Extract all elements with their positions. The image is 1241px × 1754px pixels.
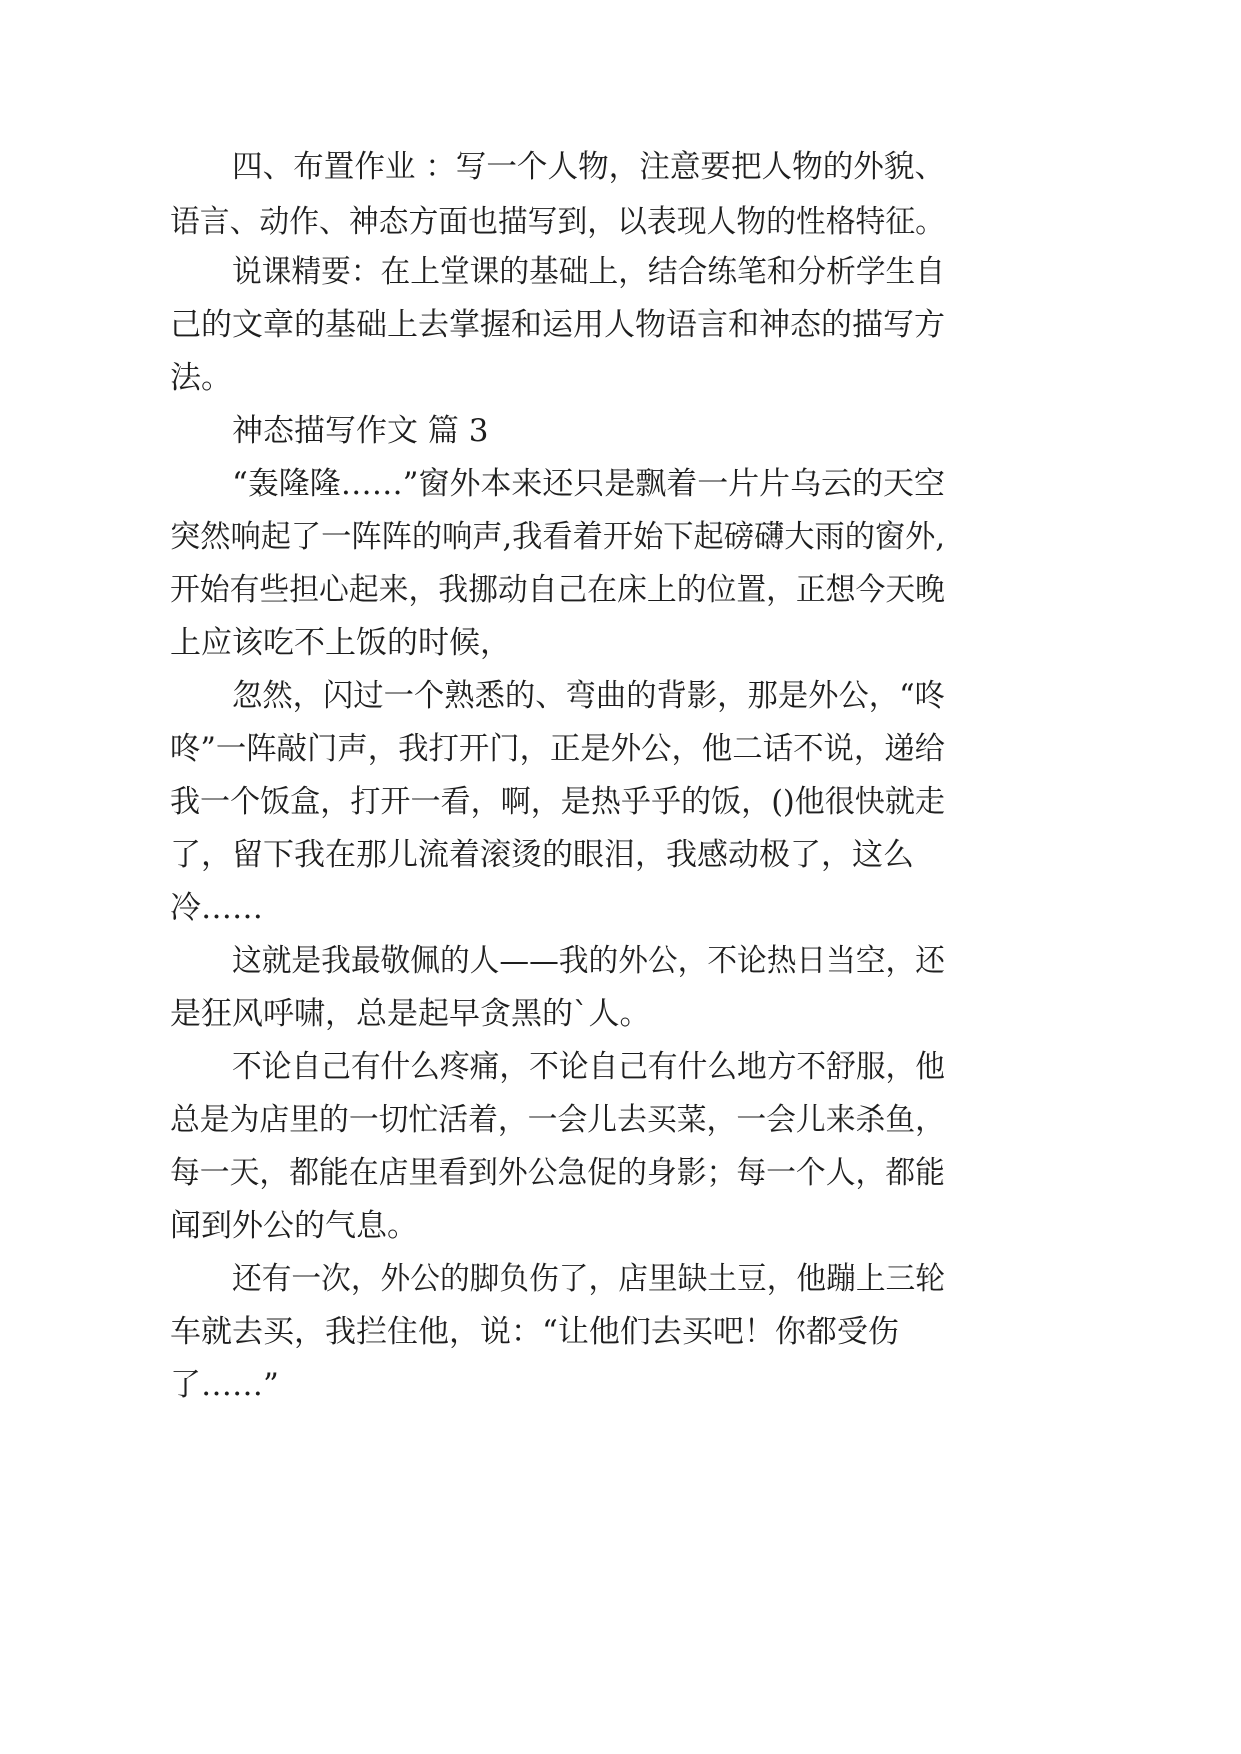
text-line [0,456,1241,512]
line-text: 不论自己有什么疼痛，不论自己有什么地方不舒服，他 [232,1049,945,1085]
line-text: 神态描写作文 篇 3 [232,413,489,449]
line-text: 突然响起了一阵阵的响声,我看着开始下起磅礴大雨的窗外, [170,519,946,555]
line-text: 法。 [170,360,232,396]
text-line [0,194,1241,250]
line-text: 语言、动作、神态方面也描写到，以表现人物的性格特征。 [170,204,945,240]
text-line [0,244,1241,300]
text-line [0,933,1241,989]
line-text: 忽然，闪过一个熟悉的、弯曲的背影，那是外公，“咚 [232,678,945,714]
text-line [0,139,1241,195]
line-text: 上应该吃不上饭的时候， [170,625,511,661]
text-line [0,880,1241,936]
line-text: 闻到外公的气息。 [170,1208,418,1244]
text-line [0,615,1241,671]
text-line [0,721,1241,777]
line-text: 说课精要：在上堂课的基础上，结合练笔和分析学生自 [232,254,945,290]
line-text: 车就去买，我拦住他，说：“让他们去买吧！你都受伤 [170,1314,899,1350]
line-text: 冷…… [170,890,263,926]
line-text: 这就是我最敬佩的人——我的外公，不论热日当空，还 [232,943,945,979]
line-text: 我一个饭盒，打开一看，啊，是热乎乎的饭，()他很快就走 [170,784,945,820]
line-text: 了……” [170,1367,279,1403]
line-text: “轰隆隆……”窗外本来还只是飘着一片片乌云的天空 [232,466,945,502]
line-text: 咚”一阵敲门声，我打开门，正是外公，他二话不说，递给 [170,731,945,767]
line-text: 总是为店里的一切忙活着，一会儿去买菜，一会儿来杀鱼， [170,1102,945,1138]
line-text: 每一天，都能在店里看到外公急促的身影；每一个人，都能 [170,1155,945,1191]
text-line [0,1251,1241,1307]
text-line [0,1039,1241,1095]
text-line [0,827,1241,883]
text-line [0,1304,1241,1360]
text-line [0,403,1241,459]
text-line [0,350,1241,406]
text-line [0,1198,1241,1254]
text-line [0,509,1241,565]
line-text: 四、布置作业 ：写一个人物，注意要把人物的外貌、 [232,149,946,185]
line-text: 开始有些担心起来，我挪动自己在床上的位置，正想今天晚 [170,572,945,608]
text-line [0,1092,1241,1148]
line-text: 己的文章的基础上去掌握和运用人物语言和神态的描写方 [170,307,945,343]
line-text: 还有一次，外公的脚负伤了，店里缺土豆，他蹦上三轮 [232,1261,945,1297]
text-line [0,562,1241,618]
line-text: 是狂风呼啸，总是起早贪黑的`人。 [170,996,651,1032]
text-line [0,297,1241,353]
text-line [0,986,1241,1042]
text-line [0,1357,1241,1413]
text-line [0,668,1241,724]
text-line [0,1145,1241,1201]
text-line [0,774,1241,830]
line-text: 了，留下我在那儿流着滚烫的眼泪，我感动极了，这么 [170,837,914,873]
